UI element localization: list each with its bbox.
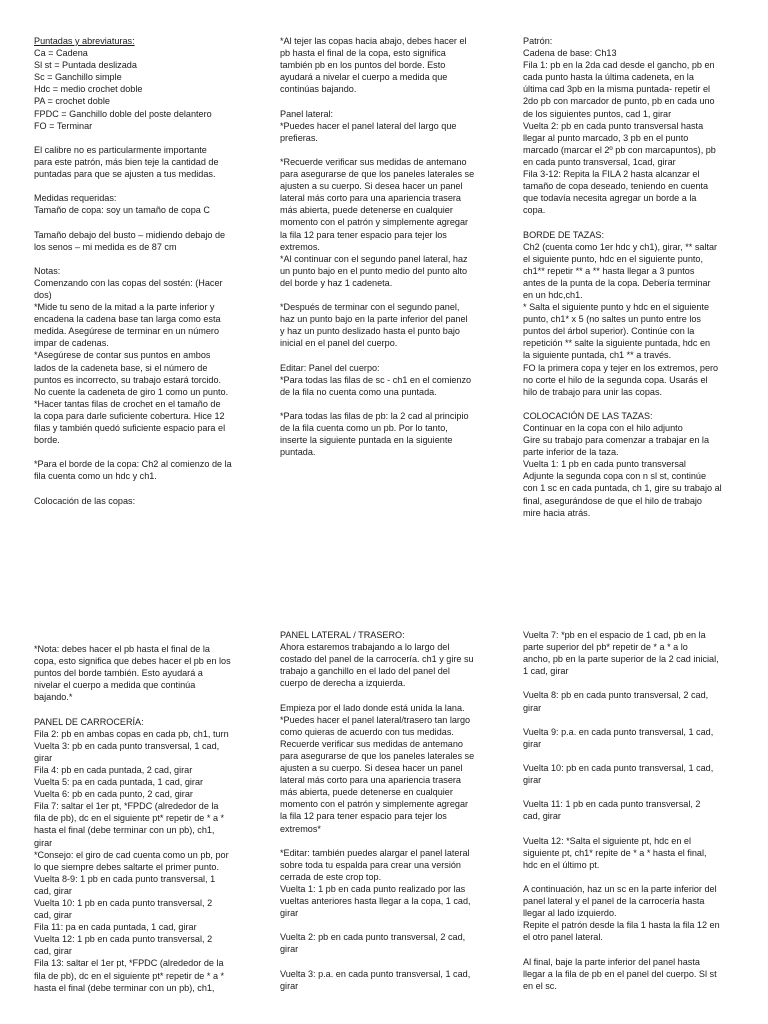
text-line: Cadena de base: Ch13	[523, 48, 617, 59]
text-line: Fila 2: pb en ambas copas en cada pb, ch1, turn	[34, 728, 229, 739]
section-heading: Puntadas y abreviaturas:	[34, 36, 135, 46]
text-line: panel lateral y el panel de la carrocería hasta	[523, 896, 705, 907]
text-line: Vuelta 2: pb en cada punto transversal, 2 cad,	[280, 932, 466, 943]
text-line: fila de pb), dc en el siguiente pt* repetir de * a *	[34, 813, 225, 824]
text-line: llegar al lado izquierdo.	[523, 908, 617, 919]
text-line: puntos del borde también. Esto ayudará a	[34, 668, 203, 679]
text-line: girar	[280, 980, 299, 991]
text-line: * Salta el siguiente punto y hdc en el siguiente	[523, 302, 710, 313]
column-bottom-middle	[280, 629, 492, 992]
text-line	[34, 253, 248, 265]
text-line: Vuelta 10: 1 pb en cada punto transversal, 2	[34, 897, 213, 908]
text-line: El calibre no es particularmente importante	[34, 144, 207, 155]
text-line: Vuelta 1: 1 pb en cada punto transversal	[523, 459, 686, 470]
text-line: copa.	[523, 205, 546, 216]
column-bottom-right	[523, 629, 738, 992]
text-line	[523, 677, 738, 689]
text-line: trabajo a ganchillo en el lado del panel del	[280, 666, 450, 677]
text-line: hdc en el último pt.	[523, 859, 600, 870]
text-line: *Nota: debes hacer el pb hasta el final de la	[34, 644, 210, 654]
text-line: girar	[34, 837, 53, 848]
text-line: final, asegurándose de que el hilo de trabajo	[523, 495, 702, 506]
text-line	[34, 216, 248, 228]
text-line: nivelar el cuerpo a medida que continúa	[34, 680, 196, 691]
text-line: de los siguientes puntos, cad 1, girar	[523, 108, 672, 119]
text-line: punto, ch1* x 5 (no saltes un punto entre los	[523, 314, 701, 325]
text-line: momento con el patrón y simplemente agregar	[280, 217, 469, 228]
text-line: Ca = Cadena	[34, 48, 88, 59]
text-line: BORDE DE TAZAS:	[523, 229, 605, 240]
text-line: continúas bajando.	[280, 84, 357, 95]
text-line: bajando.*	[34, 692, 73, 703]
text-line: *Para el borde de la copa: Ch2 al comienzo de la	[34, 459, 232, 470]
text-line: inserte la siguiente puntada en la siguiente	[280, 435, 453, 446]
text-line: cerrada de este crop top.	[280, 871, 382, 882]
text-line: Empieza por el lado donde está unida la lana.	[280, 702, 465, 713]
column-top-middle	[280, 35, 492, 458]
text-line: siguiente pt, ch1* repite de * a * hasta el final,	[523, 847, 707, 858]
text-line: Vuelta 5: pa en cada puntada, 1 cad, girar	[34, 777, 204, 788]
text-line: girar	[280, 908, 299, 919]
text-line: Notas:	[34, 265, 61, 276]
text-line: Vuelta 9: p.a. en cada punto transversal, 1 cad,	[523, 726, 714, 737]
text-line: Vuelta 1: 1 pb en cada punto realizado por las	[280, 883, 466, 894]
text-line: Tamaño debajo del busto – midiendo debajo de	[34, 229, 226, 240]
text-line: ajusten a su cuerpo. Si desea hacer un panel	[280, 181, 463, 192]
text-line: Vuelta 12: 1 pb en cada punto transversal, 2	[34, 934, 213, 945]
text-line: Editar: Panel del cuerpo:	[280, 362, 380, 373]
text-line: copa, esto significa que debes hacer el pb en los	[34, 656, 231, 667]
text-line: PA = crochet doble	[34, 96, 110, 107]
text-line: repetición ** salte la siguiente puntada, hdc en	[523, 338, 711, 349]
text-line: Vuelta 6: pb en cada punto, 2 cad, girar	[34, 789, 193, 800]
text-line	[523, 398, 738, 410]
text-line: 2do pb con marcador de punto, pb en cada uno	[523, 96, 715, 107]
text-line: marcado (marcar el 2º pb con marcapuntos), pb	[523, 144, 716, 155]
text-line: Fila 1: pb en la 2da cad desde el gancho, pb en	[523, 60, 715, 71]
text-line: antes de la punta de la copa. Debería terminar	[523, 277, 711, 288]
text-line: *Para todas las filas de sc - ch1 en el comienzo	[280, 374, 472, 385]
text-line: *Al continuar con el segundo panel lateral, haz	[280, 253, 468, 264]
text-line: el otro panel lateral.	[523, 932, 603, 943]
text-line: pb hasta el final de la copa, esto significa	[280, 48, 446, 59]
text-line: tamaño de copa deseado, teniendo en cuenta	[523, 181, 709, 192]
text-line: Vuelta 10: pb en cada punto transversal, 1 cad,	[523, 763, 714, 774]
text-line: la copa para darle suficiente cobertura. Hice 12	[34, 410, 225, 421]
text-line: la fila 12 para tener espacio para tejer los	[280, 811, 447, 822]
text-line: *Puedes hacer el panel lateral del largo que	[280, 120, 457, 131]
text-line: en un hdc,ch1.	[523, 289, 583, 300]
text-line: y haz un punto deslizado hasta el punto bajo	[280, 326, 460, 337]
text-line: cad, girar	[523, 811, 561, 822]
text-line: Vuelta 12: *Salta el siguiente pt, hdc en el	[523, 835, 692, 846]
text-line: Fila 4: pb en cada puntada, 2 cad, girar	[34, 764, 193, 775]
text-line: del borde y haz 1 cadeneta.	[280, 277, 393, 288]
text-line: girar	[523, 775, 542, 786]
text-line: COLOCACIÓN DE LAS TAZAS:	[523, 410, 653, 421]
text-line: girar	[34, 752, 53, 763]
text-line: borde.	[34, 435, 60, 446]
text-line: sobre toda tu espalda para crear una versión	[280, 859, 461, 870]
text-line: para asegurarse de que los paneles laterales se	[280, 750, 475, 761]
text-line: en el sc.	[523, 980, 557, 991]
text-line: lateral más corto para una apariencia trasera	[280, 775, 461, 786]
text-line: extremos.	[280, 241, 320, 252]
text-line: fila de pb), dc en el siguiente pt* repetir de * a *	[34, 970, 225, 981]
text-line: última cad 3pb en la misma puntada- repetir el	[523, 84, 711, 95]
text-line: medida. Asegúrese de terminar en un número	[34, 326, 220, 337]
text-line	[280, 144, 492, 156]
text-line: Fila 7: saltar el 1er pt, *FPDC (alrededor de la	[34, 801, 219, 812]
text-line: Fila 13: saltar el 1er pt, *FPDC (alrededor de la	[34, 958, 224, 969]
text-line: Ahora estaremos trabajando a lo largo del	[280, 642, 450, 653]
text-line	[34, 180, 248, 192]
text-line: PANEL LATERAL / TRASERO:	[280, 630, 405, 640]
text-line: la fila 12 para tener espacio para tejer los	[280, 229, 447, 240]
text-line: Hdc = medio crochet doble	[34, 84, 143, 95]
text-line: Vuelta 2: pb en cada punto transversal hasta	[523, 120, 704, 131]
text-line: Vuelta 3: p.a. en cada punto transversal, 1 cad,	[280, 968, 471, 979]
text-line: Vuelta 11: 1 pb en cada punto transversal, 2	[523, 799, 701, 810]
text-line: llegar a la fila de pb en el panel del cuerpo. Sl st	[523, 968, 717, 979]
text-line: 1 cad, girar	[523, 666, 569, 677]
text-line	[523, 871, 738, 883]
text-line: cada punto hasta la última cadeneta, en la	[523, 72, 694, 83]
text-line	[280, 835, 492, 847]
text-line: vueltas anteriores hasta llegar a la copa, 1 cad,	[280, 896, 471, 907]
column-top-left	[34, 35, 248, 507]
text-line: Colocación de las copas:	[34, 495, 136, 506]
text-line: A continuación, haz un sc en la parte inferior del	[523, 883, 717, 894]
text-line: en cada punto transversal, 1cad, girar	[523, 156, 676, 167]
text-line	[523, 714, 738, 726]
text-line: haz un punto bajo en la parte inferior del panel	[280, 314, 468, 325]
text-line	[280, 349, 492, 361]
text-line: girar	[523, 702, 542, 713]
text-line: parte inferior de la taza.	[523, 447, 619, 458]
text-line: puntada.	[280, 447, 316, 458]
text-line: puntos es incorrecto, su trabajo estará torcido.	[34, 374, 222, 385]
text-line: el siguiente punto, hdc en el siguiente punto,	[523, 253, 703, 264]
text-line: también pb en los puntos del borde. Esto	[280, 60, 446, 71]
text-line: Tamaño de copa: soy un tamaño de copa C	[34, 205, 210, 216]
text-line: ch1** repetir ** a ** hasta llegar a 3 puntos	[523, 265, 695, 276]
text-line: FO = Terminar	[34, 120, 93, 131]
text-line: *Después de terminar con el segundo panel,	[280, 302, 460, 313]
text-line: cad, girar	[34, 946, 72, 957]
text-line: inicial en el panel del cuerpo.	[280, 338, 398, 349]
text-line	[280, 95, 492, 107]
text-line: *Al tejer las copas hacia abajo, debes hacer el	[280, 36, 467, 46]
text-line: Ch2 (cuenta como 1er hdc y ch1), girar, ** saltar	[523, 241, 718, 252]
text-line: Gire su trabajo para comenzar a trabajar en la	[523, 435, 710, 446]
text-line: lo que siempre debes saltarte el primer punto.	[34, 861, 220, 872]
text-line: *Consejo: el giro de cad cuenta como un pb, por	[34, 849, 229, 860]
text-line: Patrón:	[523, 36, 553, 46]
text-line: de la fila cuenta como un pb. Por lo tanto,	[280, 423, 448, 433]
text-line: la siguiente puntada, ch1 ** a través.	[523, 350, 672, 361]
text-line	[280, 919, 492, 931]
text-line	[34, 132, 248, 144]
text-line: un punto bajo en el punto medio del punto alto	[280, 265, 468, 276]
text-line: fila cuenta como un hdc y ch1.	[34, 471, 157, 482]
text-line: hilo de trabajo para unir las copas.	[523, 386, 663, 397]
text-line: llegar al punto marcado, 3 pb en el punto	[523, 132, 689, 143]
text-line: que todavía necesita agregar un borde a la	[523, 193, 697, 204]
text-line	[34, 703, 248, 715]
column-bottom-left	[34, 643, 248, 994]
text-line: Comenzando con las copas del sostén: (Hacer	[34, 277, 223, 288]
text-line: lateral más corto para una apariencia trasera	[280, 193, 461, 204]
text-line: Continuar en la copa con el hilo adjunto	[523, 423, 683, 433]
text-line: Al final, baje la parte inferior del panel hasta	[523, 956, 700, 967]
text-line: hasta el final (debe terminar con un pb), ch1,	[34, 825, 215, 836]
text-line: Sc = Ganchillo simple	[34, 72, 122, 83]
text-line: girar	[523, 738, 542, 749]
text-line: para asegurarse de que los paneles laterales se	[280, 169, 475, 180]
text-line: de la fila no cuenta como una puntada.	[280, 386, 437, 397]
text-line: Recuerde verificar sus medidas de antemano	[280, 738, 463, 749]
text-line	[280, 289, 492, 301]
text-line: Vuelta 7: *pb en el espacio de 1 cad, pb en la	[523, 630, 706, 640]
text-line: para este patrón, más bien teje la cantidad de	[34, 156, 219, 167]
text-line: con 1 sc en cada puntada, ch 1, gire su trabajo al	[523, 483, 722, 494]
text-line: *Mide tu seno de la mitad a la parte inferior y	[34, 302, 215, 313]
text-line: no corte el hilo de la segunda copa. Usarás el	[523, 374, 708, 385]
text-line: cad, girar	[34, 910, 72, 921]
text-line: parte superior del pb* repetir de * a * a lo	[523, 642, 688, 653]
text-line: encadena la cadena base tan larga como esta	[34, 314, 221, 325]
text-line: puntos del árbol superior). Continúe con la	[523, 326, 695, 337]
text-line: impar de cadenas.	[34, 338, 109, 349]
text-line: *Editar: también puedes alargar el panel lateral	[280, 847, 470, 858]
text-line: cad, girar	[34, 885, 72, 896]
text-line: más abierta, puede detenerse en cualquier	[280, 787, 453, 798]
text-line	[523, 216, 738, 228]
text-line: FO la primera copa y tejer en los extremos, pero	[523, 362, 719, 373]
text-line: ancho, pb en la parte superior de la 2 cad inicial,	[523, 654, 719, 665]
text-line: puntadas para que se ajusten a tus medidas.	[34, 169, 216, 180]
text-line: cuerpo de derecha a izquierda.	[280, 678, 406, 689]
text-line	[523, 943, 738, 955]
text-line: dos)	[34, 289, 52, 300]
text-line: costado del panel de la carrocería. ch1 y gire su	[280, 654, 474, 665]
text-line: Panel lateral:	[280, 108, 334, 119]
text-line: FPDC = Ganchillo doble del poste delantero	[34, 108, 212, 119]
text-line: momento con el patrón y simplemente agregar	[280, 799, 469, 810]
text-line: Vuelta 3: pb en cada punto transversal, 1 cad,	[34, 740, 220, 751]
text-line: Fila 11: pa en cada puntada, 1 cad, girar	[34, 922, 197, 933]
text-line: filas y también quedó suficiente espacio para el	[34, 423, 226, 433]
text-line: PANEL DE CARROCERÍA:	[34, 716, 144, 727]
text-line	[523, 786, 738, 798]
text-line: prefieras.	[280, 132, 318, 143]
text-line	[34, 446, 248, 458]
text-line: *Hacer tantas filas de crochet en el tamaño de	[34, 398, 221, 409]
text-line: mire hacia atrás.	[523, 507, 591, 518]
text-line: Sl st = Puntada deslizada	[34, 60, 137, 71]
text-line: ayudará a nivelar el cuerpo a medida que	[280, 72, 448, 83]
column-top-right	[523, 35, 738, 519]
text-line: hasta el final (debe terminar con un pb), ch1,	[34, 982, 215, 993]
text-line: como quieras de acuerdo con tus medidas.	[280, 726, 454, 737]
text-line: más abierta, puede detenerse en cualquier	[280, 205, 453, 216]
text-line: *Para todas las filas de pb: la 2 cad al principio	[280, 410, 469, 421]
text-line	[34, 482, 248, 494]
text-line: *Recuerde verificar sus medidas de antemano	[280, 156, 467, 167]
text-line	[280, 689, 492, 701]
text-line: Fila 3-12: Repita la FILA 2 hasta alcanzar el	[523, 169, 700, 180]
text-line: girar	[280, 944, 299, 955]
text-line	[280, 398, 492, 410]
text-line: Adjunte la segunda copa con n sl st, continúe	[523, 471, 707, 482]
text-line: los senos – mi medida es de 87 cm	[34, 241, 177, 252]
text-line: No cuente la cadeneta de giro 1 como un punto.	[34, 386, 229, 397]
text-line: ajusten a su cuerpo. Si desea hacer un panel	[280, 763, 463, 774]
text-line	[523, 750, 738, 762]
text-line	[523, 823, 738, 835]
text-line: *Puedes hacer el panel lateral/trasero tan largo	[280, 714, 471, 725]
text-line: lados de la cadeneta base, si el número de	[34, 362, 208, 373]
text-line	[280, 956, 492, 968]
text-line: Repite el patrón desde la fila 1 hasta la fila 12 en	[523, 920, 720, 931]
text-line: extremos*	[280, 823, 321, 834]
text-line: *Asegúrese de contar sus puntos en ambos	[34, 350, 211, 361]
text-line: Medidas requeridas:	[34, 193, 117, 204]
text-line: Vuelta 8: pb en cada punto transversal, 2 cad,	[523, 690, 709, 701]
text-line: Vuelta 8-9: 1 pb en cada punto transversal, 1	[34, 873, 216, 884]
